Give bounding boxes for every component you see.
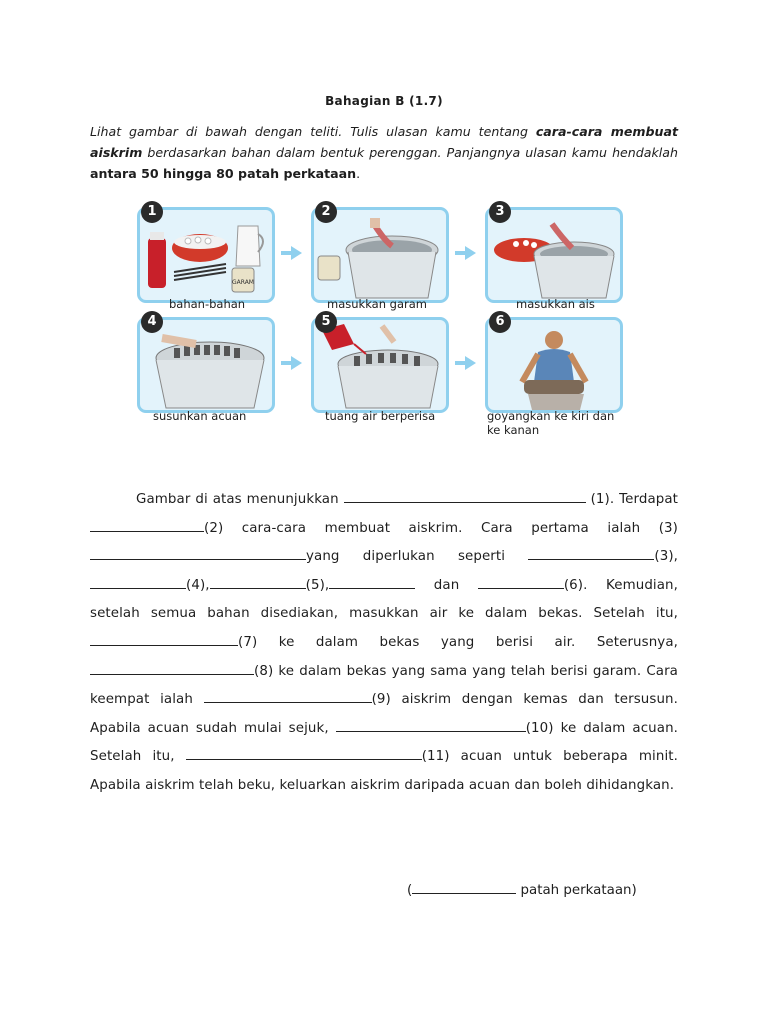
blank-3b[interactable]	[528, 545, 654, 560]
blank-1[interactable]	[344, 488, 586, 503]
para-text-13: (11) acuan untuk beberapa minit. Apabila aiskrim telah beku, keluarkan aiskrim daripada acuan dan boleh dihidangkan.	[90, 749, 678, 793]
instruction-bold-topic: cara-cara membuat aiskrim	[90, 124, 678, 160]
para-text-1: Gambar di atas menunjukkan	[136, 492, 344, 507]
para-text-6: (4),	[186, 577, 210, 593]
footer-text: patah perkataan)	[516, 883, 637, 898]
step-5-caption: tuang air berperisa	[325, 409, 436, 423]
para-text-10: (8) ke dalam bekas yang sama yang telah berisi garam. Cara keempat ialah	[90, 663, 678, 708]
step-1-caption: bahan-bahan	[169, 297, 246, 311]
blank-3a[interactable]	[90, 545, 306, 560]
step-4-caption: susunkan acuan	[153, 409, 247, 423]
para-text-9: (7) ke dalam bekas yang berisi air. Seterusnya,	[238, 634, 678, 650]
blank-6[interactable]	[478, 574, 564, 589]
blank-4[interactable]	[90, 574, 186, 589]
blank-9[interactable]	[204, 688, 372, 703]
ingredients-illustration	[140, 210, 272, 300]
step-2-number: 2	[315, 201, 337, 223]
step-4-number: 4	[141, 311, 163, 333]
blank-5[interactable]	[210, 574, 306, 589]
instruction-bold-length: antara 50 hingga 80 patah perkataan	[90, 166, 357, 181]
garam-label: GARAM	[232, 279, 254, 286]
arrange-molds-illustration	[140, 320, 272, 410]
blank-7[interactable]	[90, 631, 238, 646]
para-text-8: (6). Kemudian, setelah semua bahan disediakan, masukkan air ke dalam bekas. Setelah itu,	[90, 577, 678, 622]
blank-10[interactable]	[336, 717, 526, 732]
answer-paragraph	[90, 486, 678, 801]
para-text-3: (2) cara-cara membuat aiskrim. Cara pertama ialah (3)	[204, 520, 678, 536]
add-ice-illustration	[488, 210, 620, 300]
instruction-text	[90, 121, 678, 184]
word-count-line	[407, 879, 637, 898]
blank-dan-before[interactable]	[329, 574, 415, 589]
step-3-number: 3	[489, 201, 511, 223]
para-text-7: (5),	[305, 577, 330, 593]
instruction-end: .	[356, 166, 361, 181]
add-salt-illustration	[314, 210, 446, 300]
para-text-4: yang diperlukan seperti	[306, 549, 529, 565]
step-6-caption: goyangkan ke kiri dan ke kanan	[487, 409, 615, 437]
step-5-number: 5	[315, 311, 337, 333]
step-6-number: 6	[489, 311, 511, 333]
arrow-2-3	[465, 246, 476, 260]
blank-11[interactable]	[186, 745, 422, 760]
para-text-5: (3),	[654, 549, 678, 565]
word-count-blank[interactable]	[412, 879, 516, 894]
arrow-1-2	[291, 246, 302, 260]
pour-flavored-water-illustration	[314, 320, 446, 410]
arrow-4-5	[291, 356, 302, 370]
shake-mold-illustration	[488, 320, 620, 410]
para-text-2: (1). Terdapat	[590, 492, 679, 507]
para-text-11: (9) aiskrim dengan kemas dan tersusun. Apabila acuan sudah mulai sejuk,	[90, 692, 678, 736]
step-2-caption: masukkan garam	[327, 297, 427, 311]
blank-2[interactable]	[90, 517, 204, 532]
para-text-dan: dan	[415, 577, 478, 593]
blank-8[interactable]	[90, 660, 254, 675]
section-title: Bahagian B (1.7)	[325, 94, 443, 108]
step-3-caption: masukkan ais	[516, 297, 595, 311]
instruction-part1: Lihat gambar di bawah dengan teliti. Tulis ulasan kamu tentang	[90, 124, 536, 139]
para-text-12: (10) ke dalam acuan. Setelah itu,	[90, 720, 679, 765]
ice-cream-steps-figure	[137, 200, 633, 438]
arrow-5-6	[465, 356, 476, 370]
step-1-number: 1	[141, 201, 163, 223]
footer-open-paren: (	[407, 883, 413, 898]
instruction-part2: berdasarkan bahan dalam bentuk perenggan. Panjangnya ulasan kamu hendaklah	[142, 145, 678, 160]
